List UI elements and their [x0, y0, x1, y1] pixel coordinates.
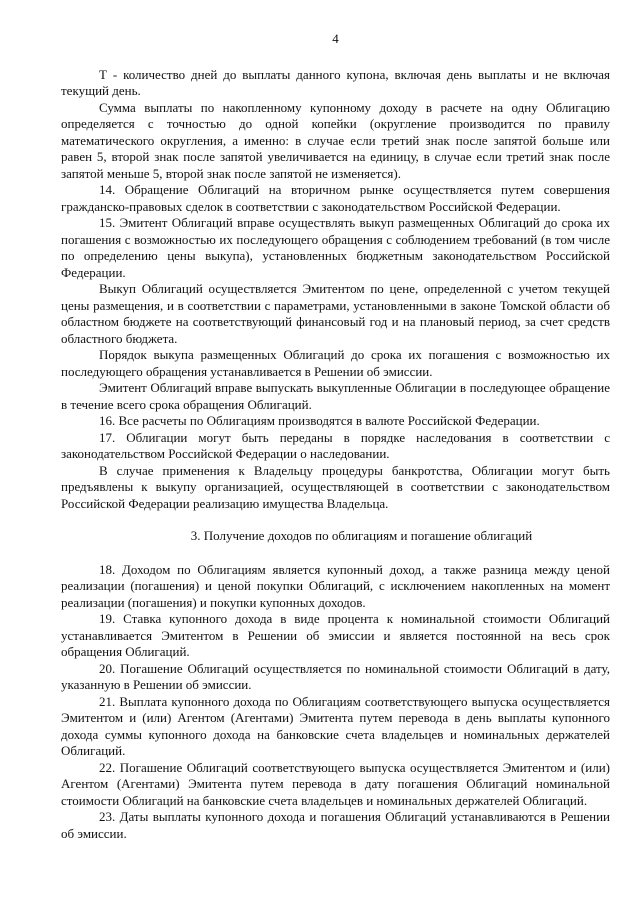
paragraph-bankruptcy: В случае применения к Владельцу процедуры банкротства, Облигации могут быть предъявлены к выкупу организацией, осуществляющей в соответствии с законодательством Российской Федерации реализацию имущества Владельца.: [61, 462, 610, 511]
paragraph-16-currency: 16. Все расчеты по Облигациям производятся в валюте Российской Федерации.: [99, 413, 540, 428]
paragraph-19-coupon-rate: 19. Ставка купонного дохода в виде процента к номинальной стоимости Облигаций устанавливается Эмитентом в Решении об эмиссии и является постоянной на весь срок обращения Облигаций.: [61, 611, 610, 659]
paragraph-23-dates: 23. Даты выплаты купонного дохода и погашения Облигаций устанавливаются в Решении об эмиссии.: [61, 809, 610, 841]
paragraph-14-circulation: 14. Обращение Облигаций на вторичном рынке осуществляется путем совершения гражданско-правовых сделок в соответствии с законодательством Российской Федерации.: [61, 182, 610, 214]
paragraph-18-income: 18. Доходом по Облигациям является купонный доход, а также разница между ценой реализации (погашения) и ценой покупки Облигаций, с исключением накопленных на момент реализации (погашения) и покупки купонных доходов.: [61, 561, 610, 610]
paragraph-15-buyback-right: 15. Эмитент Облигаций вправе осуществлять выкуп размещенных Облигаций до срока их погашения с возможностью их последующего обращения с соблюдением требований (в том числе по определению цены выкупа), установленных бюджетным законодательством Российской Федерации.: [61, 215, 610, 280]
paragraph-21-coupon-payment: 21. Выплата купонного дохода по Облигациям соответствующего выпуска осуществляется Эмитентом и (или) Агентом (Агентами) Эмитента путем перевода в день выплаты купонного дохода суммы купонного дохода на банковские счета владельцев и номинальных держателей Облигаций.: [61, 693, 610, 758]
paragraph-buyback-price: Выкуп Облигаций осуществляется Эмитентом по цене, определенной с учетом текущей цены размещения, и в соответствии с параметрами, установленными в законе Томской области об областном бюджете на соответствующий финансовый год и на плановый период, за счет средств областного бюджета.: [61, 281, 610, 346]
paragraph-20-redemption: 20. Погашение Облигаций осуществляется по номинальной стоимости Облигаций в дату, указанную в Решении об эмиссии.: [61, 660, 610, 692]
paragraph-rounding-rule: Сумма выплаты по накопленному купонному доходу в расчете на одну Облигацию определяется с точностью до одной копейки (округление производится по правилу математического округления, а именно: в случае если третий знак после запятой больше или равен 5, второй знак после запятой увеличивается на единицу, в случае если третий знак после запятой меньше 5, второй знак после запятой не изменяется).: [61, 99, 610, 181]
page-number: 4: [332, 31, 339, 46]
paragraph-17-inheritance: 17. Облигации могут быть переданы в порядке наследования в соответствии с законодательством Российской Федерации о наследовании.: [61, 429, 610, 461]
paragraph-reissue: Эмитент Облигаций вправе выпускать выкупленные Облигации в последующее обращение в течение всего срока обращения Облигаций.: [61, 380, 610, 412]
paragraph-days-definition: Т - количество дней до выплаты данного купона, включая день выплаты и не включая текущий день.: [61, 66, 610, 98]
section-heading: 3. Получение доходов по облигациям и погашение облигаций: [190, 528, 533, 543]
paragraph-22-redemption-transfer: 22. Погашение Облигаций соответствующего выпуска осуществляется Эмитентом и (или) Агентом (Агентами) Эмитента путем перевода в дату погашения Облигаций номинальной стоимости Облигаций на банковские счета владельцев и номинальных держателей Облигаций.: [61, 759, 610, 808]
paragraph-buyback-procedure: Порядок выкупа размещенных Облигаций до срока их погашения с возможностью их последующего обращения устанавливается в Решении об эмиссии.: [61, 347, 610, 379]
